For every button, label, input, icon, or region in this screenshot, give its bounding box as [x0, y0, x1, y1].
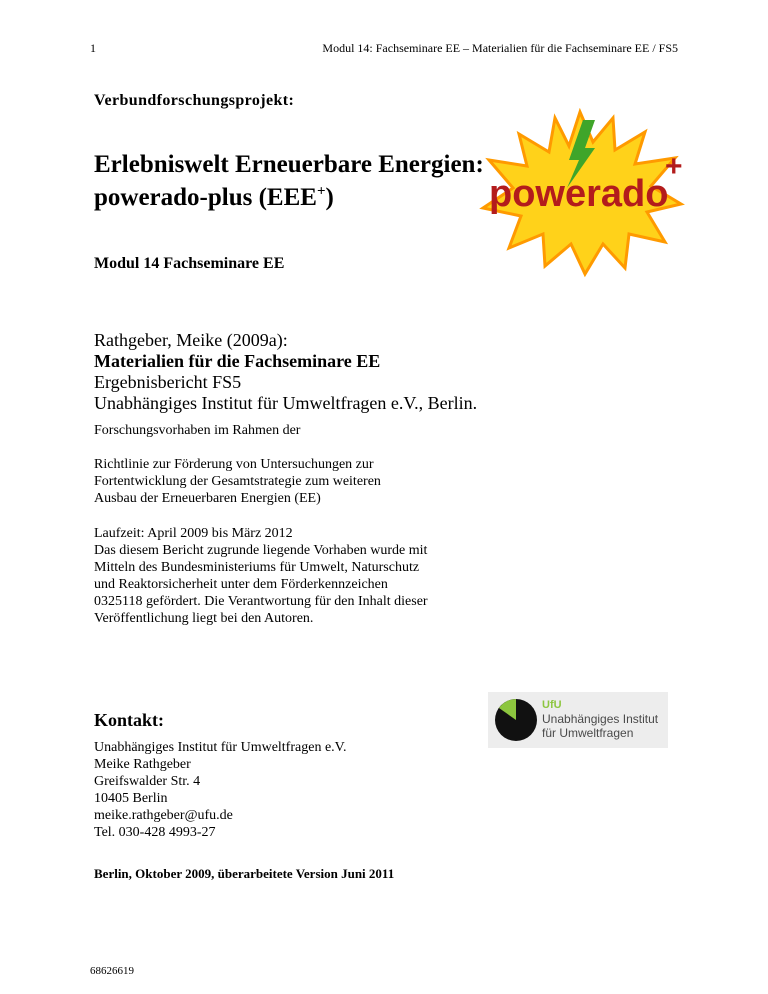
module-heading: Modul 14 Fachseminare EE	[94, 255, 285, 272]
contact-block	[94, 739, 346, 841]
running-header: Modul 14: Fachseminare EE – Materialien für die Fachseminare EE / FS5	[322, 41, 678, 55]
citation-institute: Unabhängiges Institut für Umweltfragen e.V., Berlin.	[94, 393, 478, 413]
ufu-abbreviation: UfU	[542, 699, 562, 711]
guideline-line: Fortentwicklung der Gesamtstrategie zum weiteren	[94, 474, 381, 489]
guideline-line: Ausbau der Erneuerbaren Energien (EE)	[94, 491, 321, 506]
powerado-logo	[475, 108, 685, 278]
citation-block	[94, 330, 477, 414]
title-line-2	[94, 181, 484, 214]
project-label: Verbundforschungsprojekt:	[94, 92, 295, 109]
footer-date-line: Berlin, Oktober 2009, überarbeitete Version Juni 2011	[94, 866, 395, 881]
citation-title: Materialien für die Fachseminare EE	[94, 351, 381, 371]
framework-intro: Forschungsvorhaben im Rahmen der	[94, 423, 301, 438]
ufu-name-line-1: Unabhängiges Institut	[542, 712, 659, 726]
contact-street: Greifswalder Str. 4	[94, 774, 201, 789]
funding-line: Veröffentlichung liegt bei den Autoren.	[94, 611, 314, 626]
ufu-logo-icon	[488, 692, 668, 748]
contact-email[interactable]: meike.rathgeber@ufu.de	[94, 808, 233, 823]
powerado-wordmark: powerado	[489, 173, 669, 215]
funding-paragraph	[94, 525, 428, 627]
page-number: 1	[90, 41, 96, 55]
contact-heading: Kontakt:	[94, 710, 165, 730]
contact-phone: Tel. 030-428 4993-27	[94, 825, 216, 840]
ufu-name-line-2: für Umweltfragen	[542, 726, 634, 740]
contact-city: 10405 Berlin	[94, 791, 168, 806]
powerado-burst-icon	[475, 108, 685, 278]
ufu-logo	[488, 692, 668, 748]
funding-line: 0325118 gefördert. Die Verantwortung für den Inhalt dieser	[94, 594, 428, 609]
funding-line: Das diesem Bericht zugrunde liegende Vorhaben wurde mit	[94, 543, 428, 558]
citation-type: Ergebnisbericht FS5	[94, 372, 242, 392]
funding-line: Laufzeit: April 2009 bis März 2012	[94, 526, 293, 541]
funding-line: und Reaktorsicherheit unter dem Förderkennzeichen	[94, 577, 388, 592]
title-superscript: +	[316, 183, 326, 200]
title-line-1: Erlebniswelt Erneuerbare Energien:	[94, 151, 484, 178]
funding-line: Mitteln des Bundesministeriums für Umwelt, Naturschutz	[94, 560, 420, 575]
document-title	[94, 148, 484, 214]
contact-organization: Unabhängiges Institut für Umweltfragen e.V.	[94, 740, 347, 755]
document-id: 68626619	[90, 965, 134, 977]
contact-person: Meike Rathgeber	[94, 757, 191, 772]
title-line-2-main: powerado-plus (EEE	[94, 184, 317, 211]
guideline-paragraph	[94, 456, 381, 507]
guideline-line: Richtlinie zur Förderung von Untersuchungen zur	[94, 457, 374, 472]
title-line-2-end: )	[325, 184, 334, 211]
citation-author: Rathgeber, Meike (2009a):	[94, 330, 288, 350]
powerado-plus-sign: +	[665, 150, 683, 183]
